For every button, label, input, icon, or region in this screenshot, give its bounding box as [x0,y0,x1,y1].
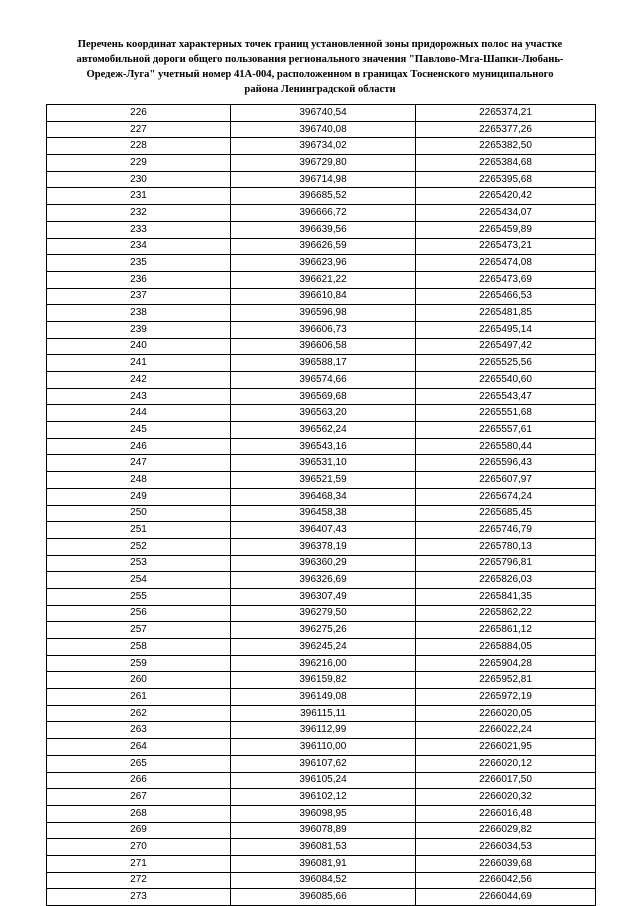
point-number-cell: 261 [47,689,231,706]
point-number-cell: 262 [47,705,231,722]
x-coordinate-cell: 396714,98 [231,171,416,188]
y-coordinate-cell: 2265596,43 [416,455,596,472]
table-row [47,288,596,305]
y-coordinate-cell: 2265525,56 [416,355,596,372]
point-number-cell: 234 [47,238,231,255]
x-coordinate-cell: 396216,00 [231,655,416,672]
x-coordinate-cell: 396740,08 [231,121,416,138]
point-number-cell: 265 [47,755,231,772]
x-coordinate-cell: 396159,82 [231,672,416,689]
point-number-cell: 231 [47,188,231,205]
y-coordinate-cell: 2265377,26 [416,121,596,138]
x-coordinate-cell: 396623,96 [231,255,416,272]
point-number-cell: 256 [47,605,231,622]
table-row [47,739,596,756]
x-coordinate-cell: 396562,24 [231,422,416,439]
point-number-cell: 258 [47,639,231,656]
table-row [47,538,596,555]
table-row [47,722,596,739]
table-row [47,271,596,288]
point-number-cell: 271 [47,855,231,872]
y-coordinate-cell: 2265826,03 [416,572,596,589]
x-coordinate-cell: 396729,80 [231,155,416,172]
table-row [47,338,596,355]
y-coordinate-cell: 2265543,47 [416,388,596,405]
table-row [47,772,596,789]
table-row [47,255,596,272]
table-row [47,855,596,872]
point-number-cell: 263 [47,722,231,739]
point-number-cell: 246 [47,438,231,455]
x-coordinate-cell: 396521,59 [231,472,416,489]
y-coordinate-cell: 2265904,28 [416,655,596,672]
point-number-cell: 229 [47,155,231,172]
point-number-cell: 236 [47,271,231,288]
table-row [47,789,596,806]
table-row [47,605,596,622]
point-number-cell: 237 [47,288,231,305]
point-number-cell: 226 [47,105,231,122]
x-coordinate-cell: 396245,24 [231,639,416,656]
y-coordinate-cell: 2265395,68 [416,171,596,188]
x-coordinate-cell: 396102,12 [231,789,416,806]
point-number-cell: 227 [47,121,231,138]
table-row [47,505,596,522]
point-number-cell: 248 [47,472,231,489]
point-number-cell: 240 [47,338,231,355]
table-row [47,522,596,539]
y-coordinate-cell: 2265685,45 [416,505,596,522]
table-row [47,138,596,155]
table-row [47,405,596,422]
x-coordinate-cell: 396081,53 [231,839,416,856]
document-title [40,37,600,97]
point-number-cell: 244 [47,405,231,422]
table-row [47,572,596,589]
x-coordinate-cell: 396360,29 [231,555,416,572]
title-line: Перечень координат характерных точек границ установленной зоны придорожных полос на участке [77,39,563,50]
point-number-cell: 241 [47,355,231,372]
x-coordinate-cell: 396378,19 [231,538,416,555]
point-number-cell: 239 [47,321,231,338]
x-coordinate-cell: 396326,69 [231,572,416,589]
table-row [47,221,596,238]
y-coordinate-cell: 2265746,79 [416,522,596,539]
y-coordinate-cell: 2266017,50 [416,772,596,789]
x-coordinate-cell: 396115,11 [231,705,416,722]
point-number-cell: 250 [47,505,231,522]
x-coordinate-cell: 396110,00 [231,739,416,756]
point-number-cell: 257 [47,622,231,639]
y-coordinate-cell: 2265557,61 [416,422,596,439]
table-row [47,155,596,172]
x-coordinate-cell: 396531,10 [231,455,416,472]
y-coordinate-cell: 2265384,68 [416,155,596,172]
point-number-cell: 253 [47,555,231,572]
y-coordinate-cell: 2265580,44 [416,438,596,455]
point-number-cell: 269 [47,822,231,839]
y-coordinate-cell: 2265420,42 [416,188,596,205]
point-number-cell: 266 [47,772,231,789]
title-line: района Ленинградской области [244,84,396,95]
x-coordinate-cell: 396275,26 [231,622,416,639]
table-row [47,755,596,772]
point-number-cell: 247 [47,455,231,472]
x-coordinate-cell: 396574,66 [231,372,416,389]
y-coordinate-cell: 2265674,24 [416,488,596,505]
point-number-cell: 233 [47,221,231,238]
x-coordinate-cell: 396078,89 [231,822,416,839]
y-coordinate-cell: 2265884,05 [416,639,596,656]
x-coordinate-cell: 396621,22 [231,271,416,288]
point-number-cell: 273 [47,889,231,906]
table-row [47,672,596,689]
y-coordinate-cell: 2266016,48 [416,805,596,822]
x-coordinate-cell: 396606,73 [231,321,416,338]
point-number-cell: 264 [47,739,231,756]
point-number-cell: 243 [47,388,231,405]
table-row [47,889,596,906]
x-coordinate-cell: 396734,02 [231,138,416,155]
x-coordinate-cell: 396279,50 [231,605,416,622]
table-row [47,238,596,255]
y-coordinate-cell: 2266022,24 [416,722,596,739]
x-coordinate-cell: 396084,52 [231,872,416,889]
table-row [47,622,596,639]
y-coordinate-cell: 2265841,35 [416,588,596,605]
table-row [47,588,596,605]
point-number-cell: 252 [47,538,231,555]
y-coordinate-cell: 2265796,81 [416,555,596,572]
y-coordinate-cell: 2265474,08 [416,255,596,272]
table-row [47,455,596,472]
y-coordinate-cell: 2266020,12 [416,755,596,772]
x-coordinate-cell: 396468,34 [231,488,416,505]
point-number-cell: 249 [47,488,231,505]
y-coordinate-cell: 2265862,22 [416,605,596,622]
table-row [47,839,596,856]
table-row [47,472,596,489]
y-coordinate-cell: 2265434,07 [416,205,596,222]
point-number-cell: 259 [47,655,231,672]
y-coordinate-cell: 2265473,69 [416,271,596,288]
point-number-cell: 251 [47,522,231,539]
table-row [47,355,596,372]
y-coordinate-cell: 2266044,69 [416,889,596,906]
x-coordinate-cell: 396666,72 [231,205,416,222]
point-number-cell: 260 [47,672,231,689]
y-coordinate-cell: 2265495,14 [416,321,596,338]
point-number-cell: 255 [47,588,231,605]
table-row [47,121,596,138]
table-row [47,388,596,405]
table-row [47,555,596,572]
x-coordinate-cell: 396588,17 [231,355,416,372]
x-coordinate-cell: 396107,62 [231,755,416,772]
x-coordinate-cell: 396149,08 [231,689,416,706]
x-coordinate-cell: 396307,49 [231,588,416,605]
table-row [47,488,596,505]
x-coordinate-cell: 396563,20 [231,405,416,422]
x-coordinate-cell: 396112,99 [231,722,416,739]
point-number-cell: 267 [47,789,231,806]
point-number-cell: 228 [47,138,231,155]
coordinates-table-body [47,105,596,906]
coordinates-table [46,104,596,906]
y-coordinate-cell: 2266029,82 [416,822,596,839]
x-coordinate-cell: 396626,59 [231,238,416,255]
y-coordinate-cell: 2266021,95 [416,739,596,756]
x-coordinate-cell: 396085,66 [231,889,416,906]
y-coordinate-cell: 2266034,53 [416,839,596,856]
table-row [47,805,596,822]
y-coordinate-cell: 2266042,56 [416,872,596,889]
table-row [47,639,596,656]
table-row [47,822,596,839]
y-coordinate-cell: 2265780,13 [416,538,596,555]
y-coordinate-cell: 2265466,53 [416,288,596,305]
table-row [47,205,596,222]
y-coordinate-cell: 2265481,85 [416,305,596,322]
point-number-cell: 242 [47,372,231,389]
y-coordinate-cell: 2265952,81 [416,672,596,689]
table-row [47,305,596,322]
table-row [47,438,596,455]
x-coordinate-cell: 396407,43 [231,522,416,539]
table-row [47,372,596,389]
x-coordinate-cell: 396685,52 [231,188,416,205]
table-row [47,872,596,889]
x-coordinate-cell: 396596,98 [231,305,416,322]
point-number-cell: 270 [47,839,231,856]
table-row [47,655,596,672]
point-number-cell: 235 [47,255,231,272]
x-coordinate-cell: 396458,38 [231,505,416,522]
title-line: Оредеж-Луга" учетный номер 41А-004, расположенном в границах Тосненского муниципального [86,69,554,80]
x-coordinate-cell: 396543,16 [231,438,416,455]
point-number-cell: 268 [47,805,231,822]
point-number-cell: 254 [47,572,231,589]
x-coordinate-cell: 396569,68 [231,388,416,405]
y-coordinate-cell: 2265382,50 [416,138,596,155]
table-row [47,321,596,338]
table-row [47,171,596,188]
y-coordinate-cell: 2265374,21 [416,105,596,122]
x-coordinate-cell: 396105,24 [231,772,416,789]
y-coordinate-cell: 2266020,05 [416,705,596,722]
y-coordinate-cell: 2266020,32 [416,789,596,806]
point-number-cell: 238 [47,305,231,322]
x-coordinate-cell: 396610,84 [231,288,416,305]
y-coordinate-cell: 2265473,21 [416,238,596,255]
point-number-cell: 272 [47,872,231,889]
y-coordinate-cell: 2266039,68 [416,855,596,872]
x-coordinate-cell: 396606,58 [231,338,416,355]
y-coordinate-cell: 2265459,89 [416,221,596,238]
x-coordinate-cell: 396740,54 [231,105,416,122]
table-row [47,105,596,122]
point-number-cell: 232 [47,205,231,222]
y-coordinate-cell: 2265861,12 [416,622,596,639]
title-line: автомобильной дороги общего пользования регионального значения "Павлово-Мга-Шапки-Любань- [76,54,564,65]
x-coordinate-cell: 396081,91 [231,855,416,872]
y-coordinate-cell: 2265551,68 [416,405,596,422]
table-row [47,422,596,439]
y-coordinate-cell: 2265972,19 [416,689,596,706]
table-row [47,705,596,722]
table-row [47,188,596,205]
point-number-cell: 230 [47,171,231,188]
y-coordinate-cell: 2265497,42 [416,338,596,355]
y-coordinate-cell: 2265607,97 [416,472,596,489]
y-coordinate-cell: 2265540,60 [416,372,596,389]
table-row [47,689,596,706]
point-number-cell: 245 [47,422,231,439]
x-coordinate-cell: 396639,56 [231,221,416,238]
x-coordinate-cell: 396098,95 [231,805,416,822]
